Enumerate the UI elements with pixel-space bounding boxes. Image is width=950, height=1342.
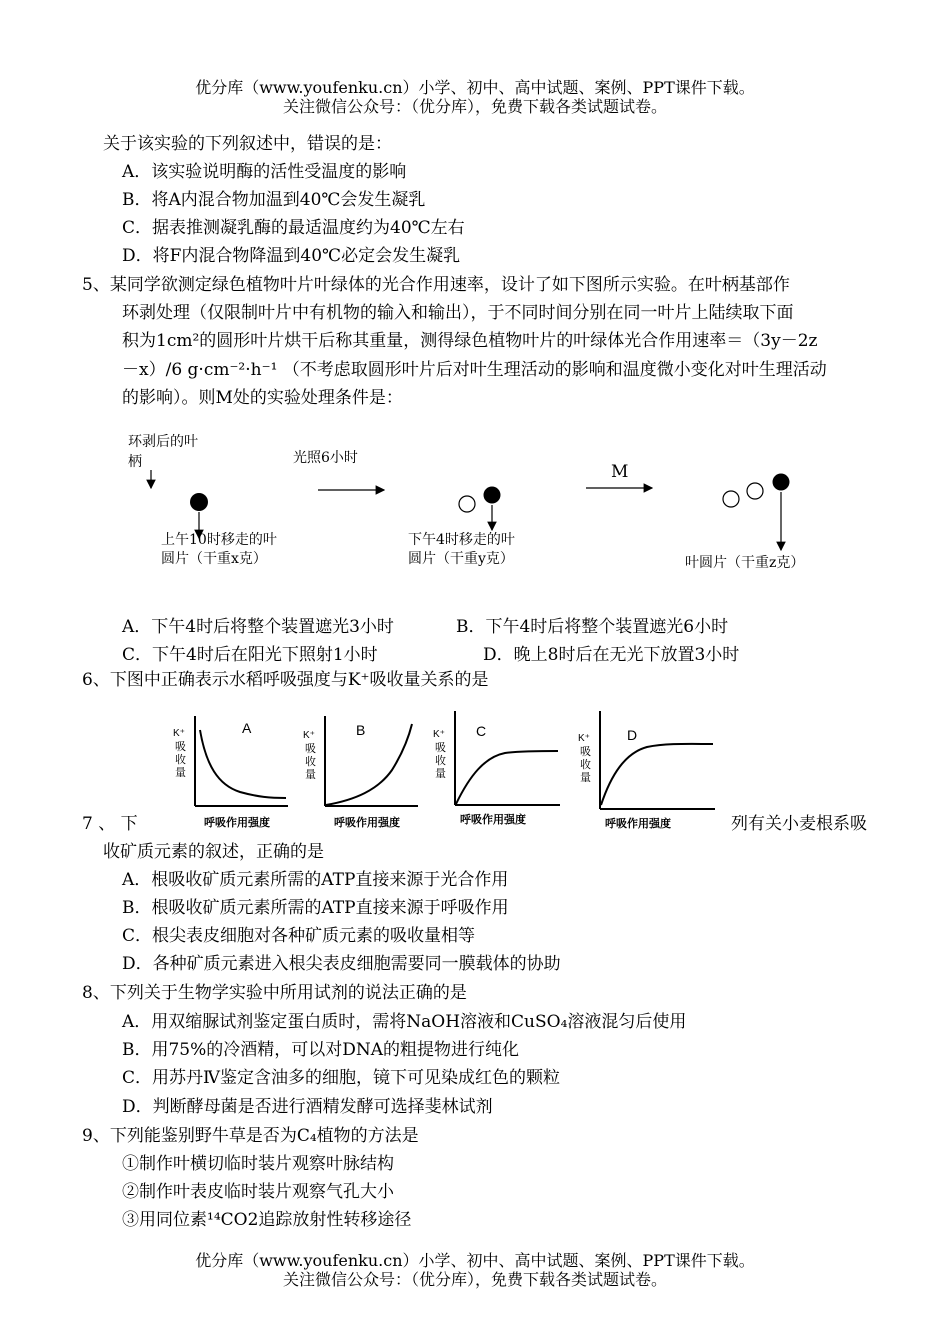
graph-d-ylabel-top: K⁺ bbox=[578, 733, 590, 744]
q9-item-1: ①制作叶横切临时装片观察叶脉结构 bbox=[122, 1154, 394, 1174]
q5-option-a: A．下午4时后将整个装置遮光3小时 bbox=[122, 617, 394, 637]
graph-d-xlabel: 呼吸作用强度 bbox=[605, 818, 671, 830]
page-header-line-2: 关注微信公众号：（优分库），免费下载各类试题试卷。 bbox=[282, 97, 667, 116]
graph-c-ylabel: 吸收量 bbox=[435, 742, 446, 780]
graph-a-ylabel: 吸收量 bbox=[175, 741, 186, 779]
q8-option-a: A．用双缩脲试剂鉴定蛋白质时，需将NaOH溶液和CuSO₄溶液混匀后使用 bbox=[122, 1012, 687, 1032]
leaf-disc-3 bbox=[773, 474, 790, 491]
graph-d bbox=[575, 705, 725, 835]
q7-prefix: 7 、 下 bbox=[82, 814, 138, 834]
q7-option-a: A．根吸收矿质元素所需的ATP直接来源于光合作用 bbox=[122, 870, 509, 890]
q4-option-a: A．该实验说明酶的活性受温度的影响 bbox=[122, 162, 407, 182]
q9-stem: 9、下列能鉴别野牛草是否为C₄植物的方法是 bbox=[82, 1126, 419, 1146]
removed-disc-outline bbox=[723, 491, 739, 507]
graph-b-ylabel-top: K⁺ bbox=[303, 730, 315, 741]
removed-disc-outline bbox=[747, 483, 763, 499]
q7-option-b: B．根吸收矿质元素所需的ATP直接来源于呼吸作用 bbox=[122, 898, 509, 918]
q9-item-2: ②制作叶表皮临时装片观察气孔大小 bbox=[122, 1182, 394, 1202]
q5-line-2: 环剥处理（仅限制叶片中有机物的输入和输出），于不同时间分别在同一叶片上陆续取下面 bbox=[122, 303, 794, 323]
graph-a-letter: A bbox=[242, 720, 252, 736]
q8-option-b: B．用75%的冷酒精，可以对DNA的粗提物进行纯化 bbox=[122, 1040, 520, 1060]
q5-line-1: 5、某同学欲测定绿色植物叶片叶绿体的光合作用速率，设计了如下图所示实验。在叶柄基部作 bbox=[82, 275, 790, 295]
q7-line-2: 收矿质元素的叙述，正确的是 bbox=[103, 842, 324, 862]
graph-a bbox=[170, 710, 295, 835]
disc1-label-2: 圆片（干重x克） bbox=[161, 551, 267, 567]
girdled-petiole-label-1: 环剥后的叶 bbox=[128, 434, 198, 450]
graph-a-ylabel-top: K⁺ bbox=[173, 728, 185, 739]
graph-b bbox=[300, 710, 425, 835]
q8-option-c: C．用苏丹Ⅳ鉴定含油多的细胞，镜下可见染成红色的颗粒 bbox=[122, 1068, 560, 1088]
q8-stem: 8、下列关于生物学实验中所用试剂的说法正确的是 bbox=[82, 983, 467, 1003]
q5-line-5: 的影响）。则M处的实验处理条件是： bbox=[122, 388, 403, 408]
q8-option-d: D．判断酵母菌是否进行酒精发酵可选择斐林试剂 bbox=[122, 1097, 493, 1117]
graph-c bbox=[430, 705, 565, 835]
q6-stem: 6、下图中正确表示水稻呼吸强度与K⁺吸收量关系的是 bbox=[82, 670, 489, 690]
graph-c-ylabel-top: K⁺ bbox=[433, 729, 445, 740]
leaf-disc-1 bbox=[190, 493, 208, 511]
q5-option-b: B．下午4时后将整个装置遮光6小时 bbox=[456, 617, 729, 637]
q5-option-d: D．晚上8时后在无光下放置3小时 bbox=[483, 645, 740, 665]
q5-diagram-graphics bbox=[0, 420, 950, 620]
q4-option-b: B．将A内混合物加温到40℃会发生凝乳 bbox=[122, 190, 426, 210]
disc2-label-2: 圆片（干重y克） bbox=[408, 551, 514, 567]
graph-b-letter: B bbox=[356, 722, 366, 738]
graph-d-letter: D bbox=[627, 727, 638, 743]
q7-suffix: 列有关小麦根系吸 bbox=[731, 814, 867, 834]
q5-option-c: C．下午4时后在阳光下照射1小时 bbox=[122, 645, 378, 665]
leaf-disc-2 bbox=[484, 487, 501, 504]
q4-stem: 关于该实验的下列叙述中，错误的是： bbox=[103, 134, 392, 154]
disc2-label-1: 下午4时移走的叶 bbox=[408, 532, 515, 548]
q4-option-c: C．据表推测凝乳酶的最适温度约为40℃左右 bbox=[122, 218, 465, 238]
page-footer-line-2: 关注微信公众号：（优分库），免费下载各类试题试卷。 bbox=[282, 1270, 667, 1289]
graph-c-xlabel: 呼吸作用强度 bbox=[460, 814, 526, 826]
light-label: 光照6小时 bbox=[293, 450, 358, 466]
m-label: M bbox=[611, 462, 629, 482]
girdled-petiole-label-2: 柄 bbox=[128, 454, 142, 470]
graph-b-ylabel: 吸收量 bbox=[305, 743, 316, 781]
q7-option-c: C．根尖表皮细胞对各种矿质元素的吸收量相等 bbox=[122, 926, 476, 946]
graph-d-ylabel: 吸收量 bbox=[580, 746, 591, 784]
q5-line-4: －x）/6 g·cm⁻²·h⁻¹ （不考虑取圆形叶片后对叶生理活动的影响和温度微小变化对叶生理活动 bbox=[122, 360, 827, 380]
removed-disc-outline bbox=[459, 496, 475, 512]
q4-option-d: D．将F内混合物降温到40℃必定会发生凝乳 bbox=[122, 246, 461, 266]
graph-b-xlabel: 呼吸作用强度 bbox=[334, 817, 400, 829]
graph-a-xlabel: 呼吸作用强度 bbox=[204, 817, 270, 829]
q7-option-d: D．各种矿质元素进入根尖表皮细胞需要同一膜载体的协助 bbox=[122, 954, 561, 974]
page-header-line-1: 优分库（www.youfenku.cn）小学、初中、高中试题、案例、PPT课件下载。 bbox=[195, 78, 755, 97]
q5-line-3: 积为1cm²的圆形叶片烘干后称其重量，测得绿色植物叶片的叶绿体光合作用速率＝（3y－2z bbox=[122, 331, 818, 351]
q9-item-3: ③用同位素¹⁴CO2追踪放射性转移途径 bbox=[122, 1210, 412, 1230]
page-footer-line-1: 优分库（www.youfenku.cn）小学、初中、高中试题、案例、PPT课件下载。 bbox=[195, 1251, 755, 1270]
disc1-label-1: 上午10时移走的叶 bbox=[161, 532, 277, 548]
graph-c-letter: C bbox=[476, 723, 487, 739]
disc3-label: 叶圆片（干重z克） bbox=[685, 555, 805, 571]
